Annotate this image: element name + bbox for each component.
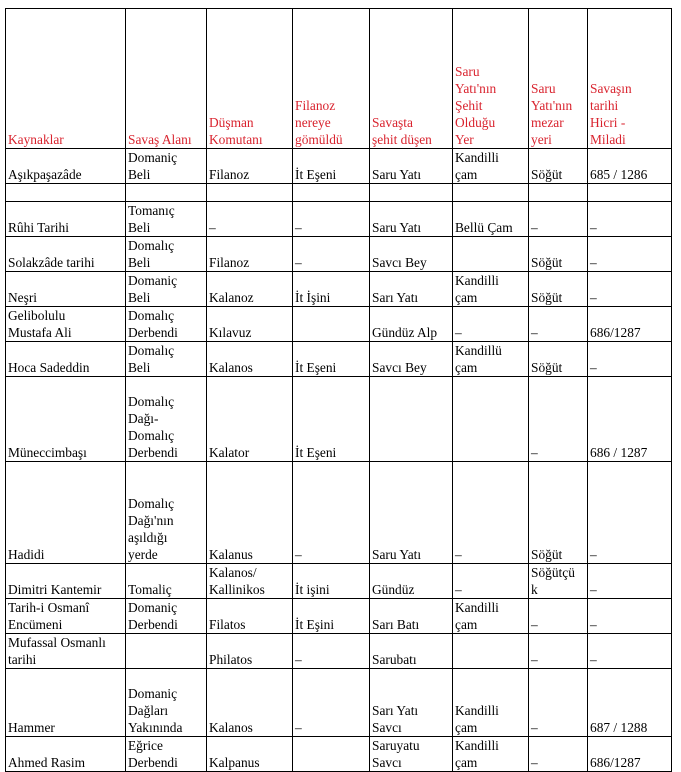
cell-sources (6, 564, 126, 599)
cell-martyr (370, 564, 453, 599)
cell-text: Eğrice (128, 738, 163, 753)
cell-martyr (370, 342, 453, 377)
cell-battlefield (126, 462, 207, 564)
cell-text: İt Eşini (295, 617, 335, 632)
cell-text: Kalanus (209, 547, 253, 562)
column-header-martyr (370, 9, 453, 149)
cell-text: Kılavuz (209, 325, 252, 340)
cell-text: Domalıç (128, 496, 175, 511)
cell-text: Beli (128, 290, 151, 305)
cell-martyr (370, 377, 453, 462)
cell-text: Tomanıç (128, 203, 175, 218)
cell-battle-date (588, 669, 672, 737)
cell-sources (6, 462, 126, 564)
cell-battle-date (588, 462, 672, 564)
header-text: gömüldü (295, 132, 343, 147)
cell-text: Savcı Bey (372, 255, 427, 270)
cell-martyr (370, 202, 453, 237)
column-header-saru-yati-grave (529, 9, 588, 149)
header-text: Savaş Alanı (128, 132, 192, 147)
cell-martyr (370, 272, 453, 307)
cell-sources (6, 634, 126, 669)
header-text: Hicri - (590, 115, 626, 130)
cell-battlefield (126, 634, 207, 669)
cell-filanoz-burial (293, 307, 370, 342)
cell-battle-date (588, 149, 672, 184)
cell-text: çam (455, 720, 478, 735)
column-header-battlefield (126, 9, 207, 149)
cell-enemy-commander (207, 737, 293, 772)
cell-text: Söğüt (531, 360, 563, 375)
cell-text: Hadidi (8, 547, 45, 562)
cell-text: 686/1287 (590, 755, 641, 770)
cell-filanoz-burial (293, 237, 370, 272)
header-text: Olduğu (455, 115, 496, 130)
header-text: Yatı'nın (455, 81, 497, 96)
header-text: Düşman (209, 115, 254, 130)
cell-text: Beli (128, 255, 151, 270)
cell-text: – (590, 652, 597, 667)
cell-saru-yati-grave (529, 149, 588, 184)
cell-text: Kandilli (455, 273, 499, 288)
cell-enemy-commander (207, 377, 293, 462)
cell-text: k (531, 582, 538, 597)
cell-text: Kandillü (455, 343, 502, 358)
cell-battlefield (126, 377, 207, 462)
cell-text: – (531, 325, 538, 340)
cell-text: Söğüt (531, 167, 563, 182)
cell-sources (6, 342, 126, 377)
cell-saru-yati-grave (529, 237, 588, 272)
cell-enemy-commander (207, 202, 293, 237)
table-row (6, 202, 672, 237)
cell-filanoz-burial (293, 202, 370, 237)
cell-text: Tarih-i Osmanî (8, 600, 90, 615)
cell-text: Kandilli (455, 150, 499, 165)
cell-text: Domalıç (128, 238, 175, 253)
cell-text: tarihi (8, 652, 37, 667)
table-row (6, 272, 672, 307)
cell-text: Tomaliç (128, 582, 172, 597)
table-row (6, 634, 672, 669)
cell-saru-yati-death-place (453, 599, 529, 634)
cell-saru-yati-grave (529, 564, 588, 599)
cell-battle-date (588, 272, 672, 307)
cell-filanoz-burial (293, 737, 370, 772)
cell-filanoz-burial (293, 634, 370, 669)
cell-saru-yati-grave (529, 202, 588, 237)
table-row (6, 599, 672, 634)
header-text: Saru (531, 81, 556, 96)
cell-filanoz-burial (293, 149, 370, 184)
cell-text: Derbendi (128, 755, 178, 770)
header-text: Yer (455, 132, 474, 147)
cell-text: – (295, 255, 302, 270)
cell-text: – (531, 445, 538, 460)
empty-cell (370, 184, 453, 202)
cell-battle-date (588, 307, 672, 342)
header-row (6, 9, 672, 149)
cell-enemy-commander (207, 149, 293, 184)
cell-text: Sarı Yatı (372, 703, 419, 718)
cell-text: Kalanoz (209, 290, 254, 305)
cell-text: çam (455, 360, 478, 375)
cell-filanoz-burial (293, 462, 370, 564)
cell-battle-date (588, 237, 672, 272)
header-text: Filanoz (295, 98, 336, 113)
cell-text: – (455, 582, 462, 597)
column-header-saru-yati-death-place (453, 9, 529, 149)
cell-sources (6, 307, 126, 342)
cell-enemy-commander (207, 307, 293, 342)
cell-sources (6, 202, 126, 237)
cell-text: Sarubatı (372, 652, 417, 667)
cell-filanoz-burial (293, 599, 370, 634)
cell-saru-yati-grave (529, 272, 588, 307)
cell-battlefield (126, 599, 207, 634)
cell-saru-yati-grave (529, 599, 588, 634)
cell-saru-yati-grave (529, 669, 588, 737)
cell-text: – (531, 755, 538, 770)
sources-comparison-table (5, 8, 672, 772)
cell-text: Saru Yatı (372, 167, 422, 182)
cell-filanoz-burial (293, 564, 370, 599)
cell-text: Filanoz (209, 167, 250, 182)
cell-text: Dimitri Kantemir (8, 582, 102, 597)
cell-text: Kalpanus (209, 755, 260, 770)
cell-martyr (370, 599, 453, 634)
header-text: yeri (531, 132, 552, 147)
cell-battlefield (126, 307, 207, 342)
cell-text: Kalanos/ (209, 565, 257, 580)
cell-text: Ahmed Rasim (8, 755, 85, 770)
cell-text: Kallinikos (209, 582, 265, 597)
cell-text: Söğüt (531, 290, 563, 305)
cell-text: Domaniç (128, 686, 178, 701)
cell-text: aşıldığı (128, 530, 168, 545)
cell-text: Solakzâde tarihi (8, 255, 95, 270)
cell-battle-date (588, 634, 672, 669)
cell-enemy-commander (207, 634, 293, 669)
cell-battle-date (588, 737, 672, 772)
cell-text: Encümeni (8, 617, 63, 632)
cell-enemy-commander (207, 599, 293, 634)
cell-text: Sarı Batı (372, 617, 420, 632)
table-row (6, 237, 672, 272)
cell-text: – (531, 617, 538, 632)
cell-text: – (590, 220, 597, 235)
cell-enemy-commander (207, 272, 293, 307)
header-text: Şehit (455, 98, 483, 113)
cell-text: Kandilli (455, 703, 499, 718)
cell-text: 685 / 1286 (590, 167, 648, 182)
cell-enemy-commander (207, 564, 293, 599)
cell-text: Rûhi Tarihi (8, 220, 69, 235)
header-text: Kaynaklar (8, 132, 64, 147)
cell-text: Derbendi (128, 445, 178, 460)
cell-text: Filatos (209, 617, 246, 632)
header-text: Yatı'nın (531, 98, 573, 113)
cell-saru-yati-death-place (453, 669, 529, 737)
cell-battlefield (126, 342, 207, 377)
cell-battlefield (126, 149, 207, 184)
header-text: mezar (531, 115, 564, 130)
cell-text: İt Eşeni (295, 167, 337, 182)
empty-row (6, 184, 672, 202)
cell-saru-yati-grave (529, 634, 588, 669)
cell-text: Dağı'nın (128, 513, 174, 528)
cell-text: Domalıç (128, 308, 175, 323)
cell-text: Dağı- (128, 411, 159, 426)
cell-text: – (590, 255, 597, 270)
table-row (6, 149, 672, 184)
cell-martyr (370, 669, 453, 737)
cell-saru-yati-grave (529, 737, 588, 772)
cell-filanoz-burial (293, 669, 370, 737)
cell-text: Domaniç (128, 150, 178, 165)
cell-martyr (370, 737, 453, 772)
cell-filanoz-burial (293, 377, 370, 462)
cell-text: Saruyatu (372, 738, 420, 753)
empty-cell (529, 184, 588, 202)
cell-filanoz-burial (293, 272, 370, 307)
cell-text: Domaniç (128, 273, 178, 288)
cell-enemy-commander (207, 462, 293, 564)
cell-text: Derbendi (128, 617, 178, 632)
cell-text: Aşıkpaşazâde (8, 167, 82, 182)
header-text: şehit düşen (372, 132, 432, 147)
cell-saru-yati-death-place (453, 237, 529, 272)
column-header-sources (6, 9, 126, 149)
cell-battle-date (588, 342, 672, 377)
cell-text: Savcı (372, 755, 402, 770)
cell-saru-yati-death-place (453, 342, 529, 377)
cell-text: Saru Yatı (372, 220, 422, 235)
cell-text: Saru Yatı (372, 547, 422, 562)
header-text: tarihi (590, 98, 619, 113)
cell-filanoz-burial (293, 342, 370, 377)
table-row (6, 342, 672, 377)
empty-cell (293, 184, 370, 202)
cell-text: – (295, 220, 302, 235)
cell-battle-date (588, 202, 672, 237)
cell-battlefield (126, 237, 207, 272)
cell-text: – (209, 220, 216, 235)
cell-text: – (590, 360, 597, 375)
cell-text: – (455, 325, 462, 340)
empty-cell (6, 184, 126, 202)
cell-text: Beli (128, 220, 151, 235)
cell-text: – (531, 220, 538, 235)
cell-saru-yati-death-place (453, 149, 529, 184)
cell-text: Domalıç (128, 343, 175, 358)
cell-martyr (370, 634, 453, 669)
cell-text: Domaniç (128, 600, 178, 615)
cell-text: İt İşini (295, 290, 331, 305)
header-text: Savaşta (372, 115, 413, 130)
cell-text: Sarı Yatı (372, 290, 419, 305)
cell-text: Savcı (372, 720, 402, 735)
cell-battle-date (588, 377, 672, 462)
cell-saru-yati-death-place (453, 737, 529, 772)
cell-text: Gündüz Alp (372, 325, 438, 340)
cell-text: Philatos (209, 652, 253, 667)
cell-text: – (590, 547, 597, 562)
cell-text: çam (455, 755, 478, 770)
cell-saru-yati-death-place (453, 272, 529, 307)
header-text: Savaşın (590, 81, 632, 96)
cell-text: – (590, 617, 597, 632)
table-row (6, 737, 672, 772)
cell-battlefield (126, 564, 207, 599)
header-text: Saru (455, 64, 480, 79)
cell-text: Derbendi (128, 325, 178, 340)
cell-text: Dağları (128, 703, 169, 718)
cell-text: – (295, 547, 302, 562)
cell-enemy-commander (207, 669, 293, 737)
cell-text: Hammer (8, 720, 55, 735)
cell-martyr (370, 237, 453, 272)
cell-enemy-commander (207, 342, 293, 377)
cell-text: – (455, 547, 462, 562)
cell-text: Söğüt (531, 547, 563, 562)
cell-martyr (370, 462, 453, 564)
table-row (6, 564, 672, 599)
cell-saru-yati-grave (529, 342, 588, 377)
cell-text: Söğüt (531, 255, 563, 270)
cell-text: çam (455, 167, 478, 182)
cell-text: Mustafa Ali (8, 325, 72, 340)
cell-text: çam (455, 617, 478, 632)
cell-battlefield (126, 272, 207, 307)
cell-text: Savcı Bey (372, 360, 427, 375)
cell-martyr (370, 307, 453, 342)
cell-text: İt Eşeni (295, 445, 337, 460)
column-header-filanoz-burial (293, 9, 370, 149)
cell-sources (6, 669, 126, 737)
cell-text: Söğütçü (531, 565, 575, 580)
cell-text: – (295, 652, 302, 667)
column-header-enemy-commander (207, 9, 293, 149)
cell-saru-yati-death-place (453, 634, 529, 669)
cell-sources (6, 149, 126, 184)
table-row (6, 669, 672, 737)
cell-saru-yati-grave (529, 377, 588, 462)
table-row (6, 462, 672, 564)
cell-sources (6, 377, 126, 462)
cell-text: 687 / 1288 (590, 720, 648, 735)
cell-battlefield (126, 669, 207, 737)
empty-cell (453, 184, 529, 202)
cell-sources (6, 272, 126, 307)
table-row (6, 307, 672, 342)
cell-text: Kandilli (455, 600, 499, 615)
cell-martyr (370, 149, 453, 184)
cell-text: Kalanos (209, 360, 253, 375)
cell-sources (6, 237, 126, 272)
cell-text: – (531, 652, 538, 667)
empty-cell (126, 184, 207, 202)
cell-battle-date (588, 564, 672, 599)
empty-cell (588, 184, 672, 202)
cell-text: Müneccimbaşı (8, 445, 87, 460)
cell-text: Hoca Sadeddin (8, 360, 90, 375)
cell-text: Yakınında (128, 720, 183, 735)
cell-saru-yati-death-place (453, 202, 529, 237)
cell-text: Mufassal Osmanlı (8, 635, 106, 650)
cell-text: Beli (128, 167, 151, 182)
cell-battle-date (588, 599, 672, 634)
cell-saru-yati-grave (529, 462, 588, 564)
cell-saru-yati-grave (529, 307, 588, 342)
header-text: nereye (295, 115, 331, 130)
cell-sources (6, 737, 126, 772)
cell-enemy-commander (207, 237, 293, 272)
cell-text: İt Eşeni (295, 360, 337, 375)
cell-text: – (590, 582, 597, 597)
cell-text: Bellü Çam (455, 220, 513, 235)
header-text: Komutanı (209, 132, 263, 147)
cell-text: Neşri (8, 290, 38, 305)
cell-text: Kalanos (209, 720, 253, 735)
header-text: Miladi (590, 132, 626, 147)
cell-text: Domalıç (128, 428, 175, 443)
cell-text: yerde (128, 547, 158, 562)
cell-text: – (295, 720, 302, 735)
table-row (6, 377, 672, 462)
cell-text: Kalator (209, 445, 250, 460)
cell-saru-yati-death-place (453, 377, 529, 462)
cell-text: Gelibolulu (8, 308, 66, 323)
cell-battlefield (126, 737, 207, 772)
cell-saru-yati-death-place (453, 307, 529, 342)
cell-saru-yati-death-place (453, 564, 529, 599)
empty-cell (207, 184, 293, 202)
cell-text: çam (455, 290, 478, 305)
cell-sources (6, 599, 126, 634)
cell-text: 686 / 1287 (590, 445, 648, 460)
cell-text: İt işini (295, 582, 330, 597)
cell-text: 686/1287 (590, 325, 641, 340)
cell-text: – (531, 720, 538, 735)
cell-text: Domalıç (128, 394, 175, 409)
cell-saru-yati-death-place (453, 462, 529, 564)
cell-text: Beli (128, 360, 151, 375)
cell-battlefield (126, 202, 207, 237)
cell-text: – (590, 290, 597, 305)
column-header-battle-date (588, 9, 672, 149)
cell-text: Filanoz (209, 255, 250, 270)
cell-text: Gündüz (372, 582, 415, 597)
cell-text: Kandilli (455, 738, 499, 753)
